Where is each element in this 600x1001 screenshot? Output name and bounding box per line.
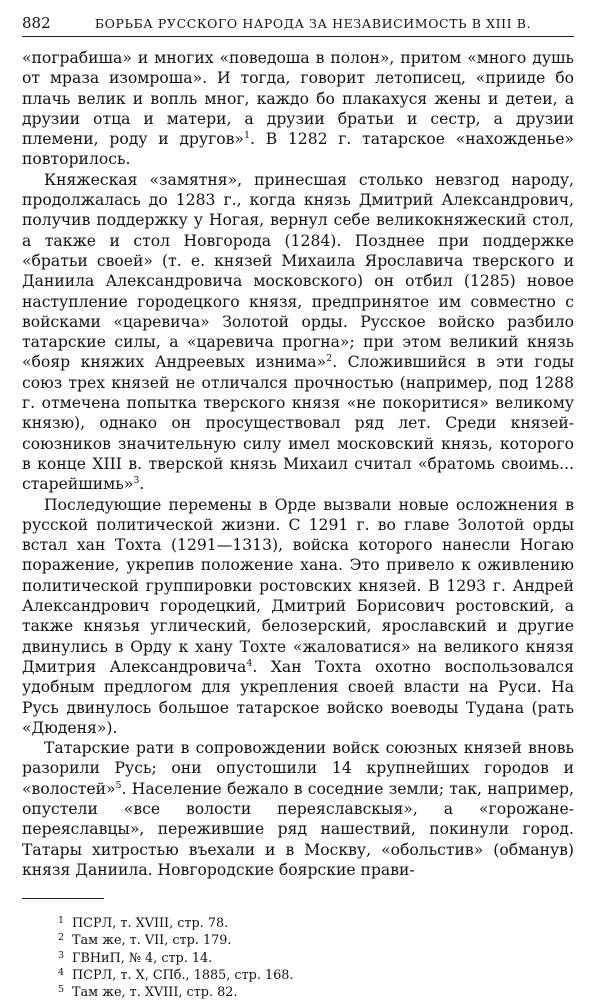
page-number: 882 — [22, 14, 51, 32]
footnote-ref-5: 5 — [115, 779, 122, 791]
paragraph-3: Последующие перемены в Орде вызвали новые осложнения в русской политической жизни. С 1291 г. во главе Золотой орды встал хан Тохта (1291—1313), войска которого нанесли Ногаю поражение, укрепив положение хана. Это привело к оживлению политической группировки ростовских князей. В 1293 г. Андрей Александрович городецкий, Дмитрий Борисович ростовский, а также князья углический, белозерский, ярославский и другие двинулись в Орду к хану Тохте «жаловатися» на великого князя Дмитрия Александровича$^4$. Хан Тохта охотно воспользовался удобным предлогом для укрепления своей власти на Руси. На Русь двинулось большое татарское войско воеводы Тудана (рать «Дюденя»). — [22, 495, 574, 737]
footnote-1: 1 ПСРЛ, т. XVIII, стр. 78. — [58, 915, 229, 932]
footnote-ref-4: 4 — [246, 657, 253, 669]
body-text — [22, 48, 574, 880]
paragraph-2: Княжеская «замятня», принесшая столько невзгод народу, продолжалась до 1283 г., когда князь Дмитрий Александрович, получив поддержку у Ногая, вернул себе великокняжеский стол, а также и стол Новгорода (1284). Позднее при поддержке «братьи своей» (т. е. князей Михаила Ярославича тверского и Даниила Александровича московского) он отбил (1285) новое наступление городецкого князя, предпринятое им совместно с войсками «царевича» Золотой орды. Русское войско разбило татарские силы, а «царевича прогна»; при этом великий князь «бояр княжих Андреевых изнима»$^2$. Сложившийся в эти годы союз трех князей не отличался прочностью (например, под 1288 г. отмечена попытка тверского князя «не покоритися» великому князю), однако он просуществовал ряд лет. Среди князей-союзников значительную силу имел московский князь, которого в конце XIII в. тверской князь Михаил считал «братомь своимь... старейшимь»$^3$. — [22, 170, 574, 494]
footnote-ref-3: 3 — [133, 475, 140, 487]
footnote-divider — [22, 898, 104, 899]
paragraph-4: Татарские рати в сопровождении войск союзных князей вновь разорили Русь; они опустошили 14 крупнейших городов и «волостей»$^5$. Население бежало в соседние земли; так, например, опустели «все волости переяславскыя», а «горожане-переяславцы», пережившие ряд нашествий, покинули город. Татары хитростью въехали и в Москву, «обольстив» (обманув) князя Даниила. Новгородские боярские прави- — [22, 739, 574, 879]
running-head: БОРЬБА РУССКОГО НАРОДА ЗА НЕЗАВИСИМОСТЬ В XIII В. — [94, 16, 532, 31]
book-page — [22, 14, 574, 1001]
footnote-2: 2 Там же, т. VII, стр. 179. — [58, 932, 232, 949]
footnote-5: 5 Там же, т. XVIII, стр. 82. — [58, 983, 238, 1000]
footnote-4: 4 ПСРЛ, т. X, СПб., 1885, стр. 168. — [58, 966, 294, 983]
footnotes — [22, 915, 574, 1001]
footnote-ref-2: 2 — [326, 353, 333, 365]
footnote-ref-1: 1 — [243, 130, 251, 142]
paragraph-1: «пограбиша» и многих «поведоша в полон», притом «много душь от мраза изомроша». И тогда, говорит летописец, «прииде бо плачь велик и вопль мног, каждо бо плакахуся жены и детеи, а друзии отца и матери, а друзии братьи и сестр, а друзии племени, роду и другов»$^1$. В 1282 г. татарское «нахожденье» повторилось. — [22, 49, 574, 169]
page-header — [22, 14, 574, 37]
footnote-3: 3 ГВНиП, № 4, стр. 14. — [58, 949, 213, 966]
